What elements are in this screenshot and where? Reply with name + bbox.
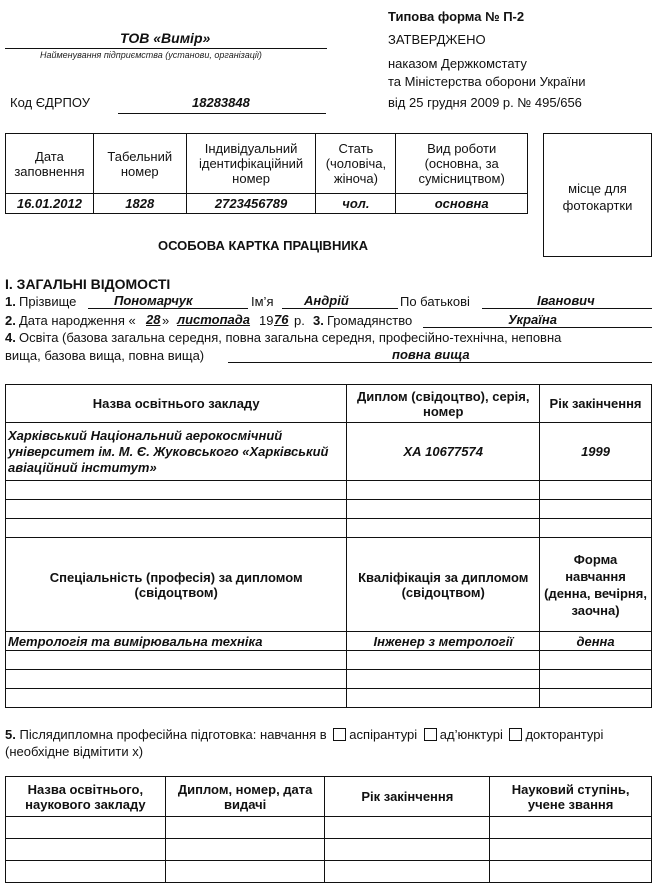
table-row	[6, 500, 652, 519]
patronymic-line	[482, 308, 652, 309]
edrpou-line	[118, 113, 326, 114]
institution-value: Харківський Національний аерокосмічний університет ім. М. Є. Жуковського «Харківський авіаційний інститут»	[6, 423, 347, 481]
adjunctura-checkbox[interactable]	[424, 728, 437, 741]
table-row	[6, 651, 652, 670]
item-2-number: 2.	[5, 313, 16, 328]
form-number: Типова форма № П-2	[388, 9, 525, 24]
postgrad-text: Післядипломна професійна підготовка: навчання в	[19, 727, 327, 742]
header-postgrad-diploma: Диплом, номер, дата видачі	[165, 777, 325, 817]
fill-date-value: 16.01.2012	[6, 194, 94, 214]
header-institution: Назва освітнього закладу	[6, 385, 347, 423]
surname-value: Пономарчук	[114, 293, 193, 308]
postgrad-note: (необхідне відмітити х)	[5, 744, 144, 759]
info-table	[5, 133, 528, 214]
birth-month: листопада	[177, 312, 251, 327]
sex-value: чол.	[316, 194, 396, 214]
section-1-title: І. ЗАГАЛЬНІ ВІДОМОСТІ	[5, 276, 171, 292]
birth-day: 28	[146, 312, 161, 327]
table-row	[6, 861, 652, 883]
header-postgrad-year: Рік закінчення	[325, 777, 490, 817]
birth-quote: »	[162, 313, 170, 328]
table-row	[6, 481, 652, 500]
header-sex: Стать (чоловіча, жіноча)	[316, 134, 396, 194]
citizenship-label: Громадянство	[327, 313, 413, 328]
table-row	[6, 519, 652, 538]
birth-year-prefix: 19	[259, 313, 274, 328]
postgrad-table	[5, 776, 652, 883]
photo-label: місце для фотокартки	[562, 181, 633, 213]
item-3-number: 3.	[313, 313, 324, 328]
tax-id-value: 2723456789	[186, 194, 316, 214]
org-caption: Найменування підприємства (установи, організації)	[40, 50, 262, 60]
item-4-number: 4.	[5, 330, 16, 345]
name-line	[282, 308, 398, 309]
item-1-number: 1.	[5, 294, 16, 309]
citizenship-line	[423, 327, 652, 328]
education-table	[5, 384, 652, 708]
education-line	[228, 362, 652, 363]
org-name: ТОВ «Вимір»	[120, 30, 211, 46]
edrpou-value: 18283848	[192, 95, 250, 110]
study-form-value: денна	[540, 632, 652, 651]
header-grad-year: Рік закінчення	[540, 385, 652, 423]
surname-label: Прізвище	[19, 294, 77, 309]
doctorantura-label: докторантурі	[525, 727, 604, 742]
doctorantura-checkbox[interactable]	[509, 728, 522, 741]
section-5-line	[5, 727, 603, 743]
table-row	[6, 670, 652, 689]
surname-line	[88, 308, 248, 309]
header-work-type: Вид роботи (основна, за сумісництвом)	[396, 134, 528, 194]
header-qualification: Кваліфікація за дипломом (свідоцтвом)	[347, 538, 540, 632]
header-diploma: Диплом (свідоцтво), серія, номер	[347, 385, 540, 423]
table-row	[6, 839, 652, 861]
work-type-value: основна	[396, 194, 528, 214]
approved-label: ЗАТВЕРДЖЕНО	[388, 32, 486, 47]
header-tax-id: Індивідуальний ідентифікаційний номер	[186, 134, 316, 194]
diploma-value: ХА 10677574	[347, 423, 540, 481]
citizenship-value: Україна	[508, 312, 557, 327]
header-specialty: Спеціальність (професія) за дипломом (свідоцтвом)	[6, 538, 347, 632]
org-name-line	[5, 48, 327, 49]
header-tab-number: Табельний номер	[93, 134, 186, 194]
name-label: Ім’я	[251, 294, 274, 309]
item-5-number: 5.	[5, 727, 16, 742]
table-row	[6, 817, 652, 839]
approval-line-3: від 25 грудня 2009 р. № 495/656	[388, 95, 582, 110]
header-postgrad-institution: Назва освітнього, наукового закладу	[6, 777, 166, 817]
birth-year-suffix: р.	[294, 313, 305, 328]
education-value: повна вища	[392, 347, 470, 362]
aspirantura-checkbox[interactable]	[333, 728, 346, 741]
approval-line-2: та Міністерства оборони України	[388, 74, 586, 89]
approval-line-1: наказом Держкомстату	[388, 56, 527, 71]
card-title: ОСОБОВА КАРТКА ПРАЦІВНИКА	[158, 238, 368, 253]
name-value: Андрій	[304, 293, 349, 308]
edrpou-label: Код ЄДРПОУ	[10, 95, 90, 110]
adjunctura-label: ад’юнктурі	[439, 727, 503, 742]
header-study-form: Форма навчання (денна, вечірня, заочна)	[540, 538, 652, 632]
aspirantura-label: аспірантурі	[349, 727, 418, 742]
grad-year-value: 1999	[540, 423, 652, 481]
patronymic-value: Іванович	[537, 293, 595, 308]
birth-year: 76	[274, 312, 289, 327]
qualification-value: Інженер з метрології	[347, 632, 540, 651]
tab-number-value: 1828	[93, 194, 186, 214]
education-label-1: Освіта (базова загальна середня, повна загальна середня, професійно-технічна, неповна	[19, 330, 562, 345]
table-row	[6, 689, 652, 708]
patronymic-label: По батькові	[400, 294, 470, 309]
education-label-2: вища, базова вища, повна вища)	[5, 348, 205, 363]
header-degree: Науковий ступінь, учене звання	[490, 777, 652, 817]
specialty-value: Метрологія та вимірювальна техніка	[6, 632, 347, 651]
photo-box	[543, 133, 652, 257]
header-fill-date: Дата заповнення	[6, 134, 94, 194]
birth-label: Дата народження «	[19, 313, 136, 328]
